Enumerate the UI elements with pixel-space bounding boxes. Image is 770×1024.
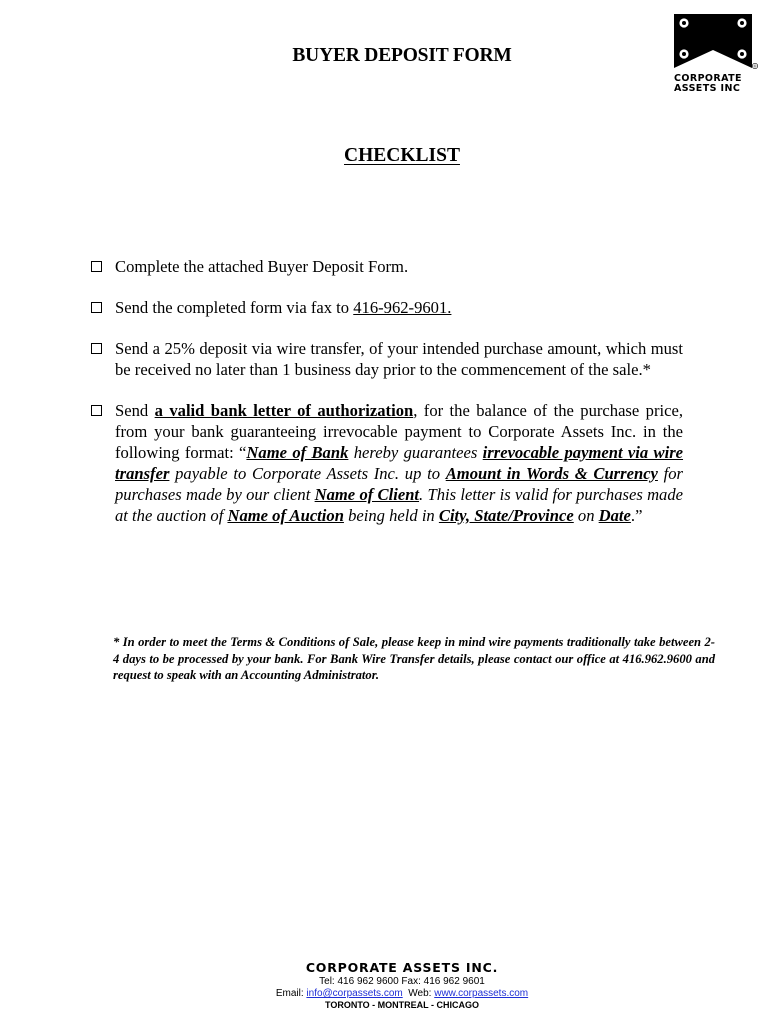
checklist-heading: CHECKLIST bbox=[344, 145, 460, 166]
fax-number: 416-962-9601. bbox=[353, 298, 452, 317]
checklist-item-text: Complete the attached Buyer Deposit Form. bbox=[115, 257, 409, 276]
fax-instruction: Send the completed form via fax to bbox=[115, 298, 354, 317]
text-segment: , for the balance of the purchase price, from your bank guaranteeing irrevocable payment to Corporate Assets Inc. in the following format: “ bbox=[115, 401, 683, 462]
text-segment: payable to Corporate Assets Inc. up to bbox=[169, 464, 446, 483]
text-segment: .” bbox=[630, 506, 643, 525]
checklist-item-send-fax bbox=[89, 297, 683, 318]
web-label: Web: bbox=[402, 988, 435, 999]
checklist-item-text bbox=[115, 297, 683, 318]
page-footer bbox=[0, 960, 770, 1011]
email-link[interactable]: info@corpassets.com bbox=[306, 988, 403, 999]
name-of-auction-placeholder: Name of Auction bbox=[227, 506, 344, 525]
email-label: Email: bbox=[275, 988, 307, 999]
bank-letter-phrase: a valid bank letter of authorization bbox=[154, 401, 414, 420]
logo-line-1: CORPORATE bbox=[674, 73, 742, 84]
name-of-bank-placeholder: Name of Bank bbox=[246, 443, 349, 462]
text-segment: being held in bbox=[343, 506, 439, 525]
date-placeholder: Date bbox=[598, 506, 631, 525]
text-segment: . This letter is valid for purchases made at the auction of bbox=[115, 485, 684, 525]
page-title: BUYER DEPOSIT FORM bbox=[292, 45, 512, 66]
checkbox[interactable] bbox=[91, 343, 102, 354]
footer-office-cities: TORONTO - MONTREAL - CHICAGO bbox=[325, 1000, 479, 1010]
irrevocable-payment-phrase: irrevocable payment via wire transfer bbox=[115, 443, 684, 483]
wire-transfer-footnote: * In order to meet the Terms & Conditions of Sale, please keep in mind wire payments traditionally take between 2-4 days to be processed by your bank. For Bank Wire Transfer details, please contact our office at 416.962.9600 and request to speak with an Accounting Administrator. bbox=[113, 635, 715, 682]
footer-phone-fax: Tel: 416 962 9600 Fax: 416 962 9601 bbox=[319, 976, 485, 987]
text-segment: Send bbox=[115, 401, 155, 420]
checkbox[interactable] bbox=[91, 302, 102, 313]
checkbox[interactable] bbox=[91, 405, 102, 416]
footer-contact-line bbox=[0, 988, 770, 1000]
text-segment: for purchases made by our client bbox=[115, 464, 683, 504]
logo-line-2: ASSETS INC bbox=[674, 83, 741, 94]
amount-placeholder: Amount in Words & Currency bbox=[445, 464, 658, 483]
checklist-item-text bbox=[115, 400, 683, 526]
checkbox[interactable] bbox=[91, 261, 102, 272]
checklist-item-bank-letter bbox=[89, 400, 683, 526]
text-segment: hereby guarantees bbox=[348, 443, 483, 462]
checklist-item-complete-form bbox=[89, 256, 683, 277]
registered-mark: ® bbox=[753, 63, 757, 69]
checklist-item-deposit bbox=[89, 338, 683, 380]
name-of-client-placeholder: Name of Client bbox=[314, 485, 420, 504]
location-placeholder: City, State/Province bbox=[438, 506, 574, 525]
footer-company-name: CORPORATE ASSETS INC. bbox=[305, 960, 499, 975]
checklist bbox=[89, 256, 683, 526]
website-link[interactable]: www.corpassets.com bbox=[434, 988, 529, 999]
text-segment: on bbox=[573, 506, 599, 525]
logo-wordmark bbox=[674, 74, 760, 94]
checklist-item-text: Send a 25% deposit via wire transfer, of your intended purchase amount, which must be received no later than 1 business day prior to the commencement of the sale.* bbox=[115, 339, 683, 379]
